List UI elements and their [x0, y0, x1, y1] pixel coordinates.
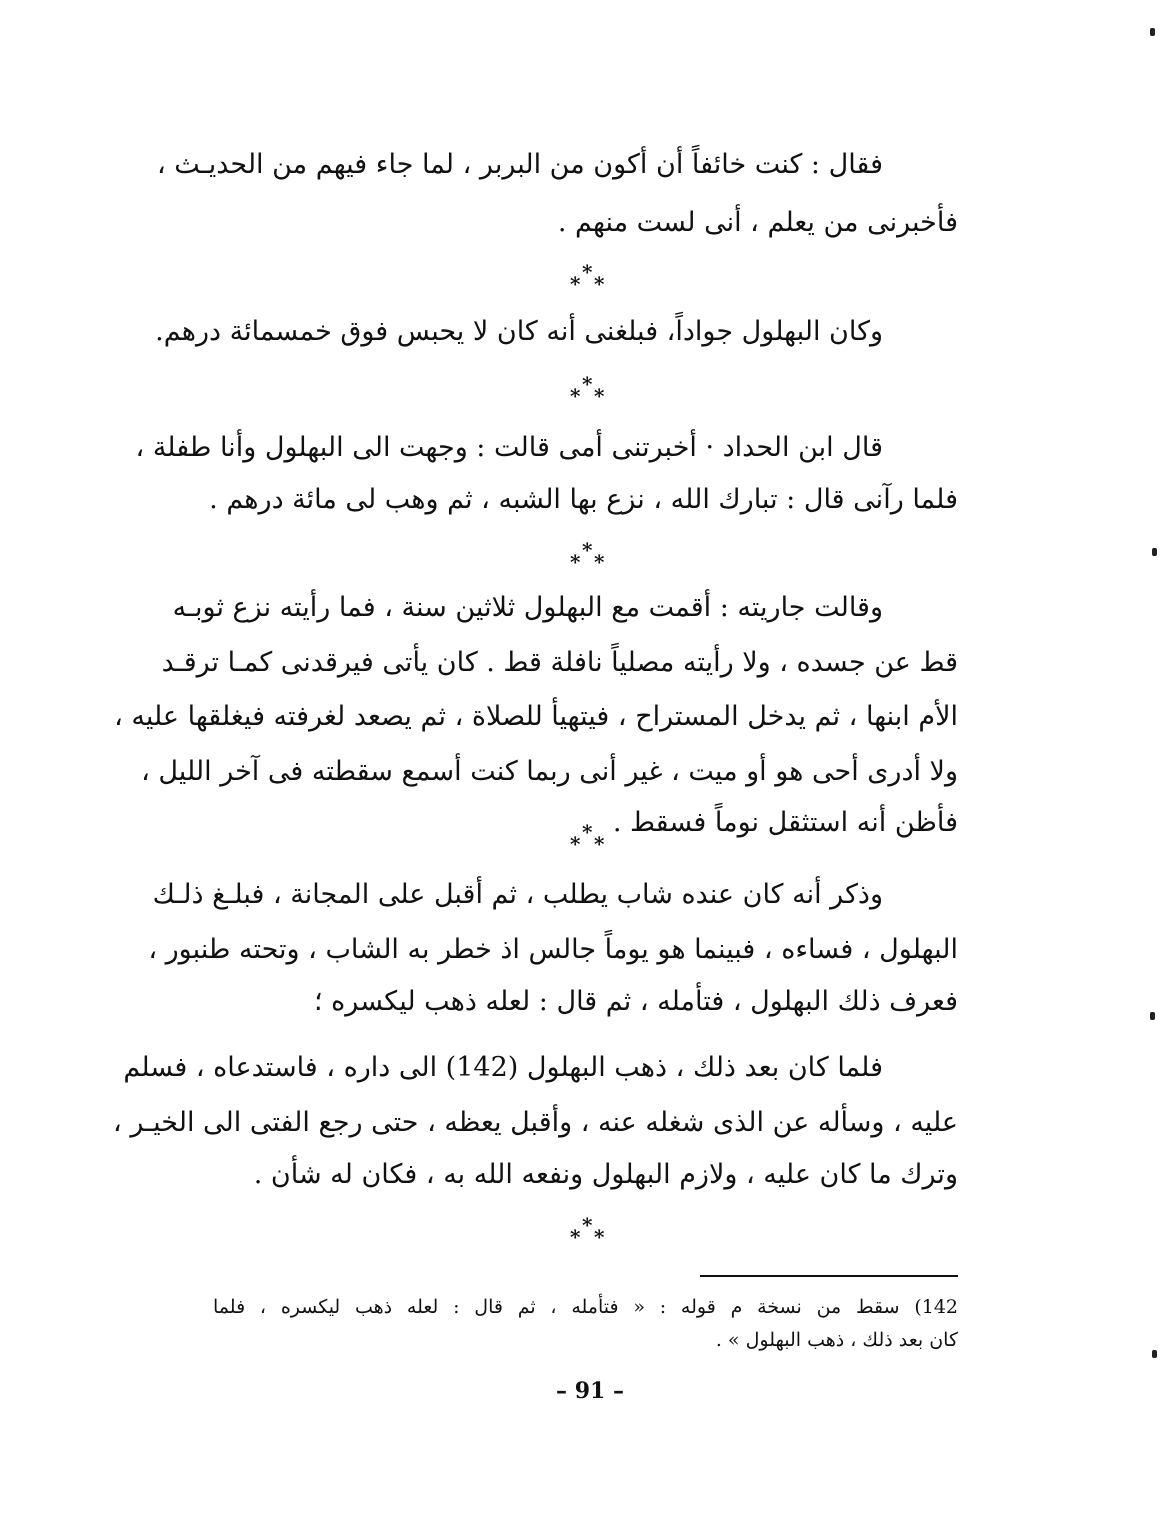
text-line: وترك ما كان عليه ، ولازم البهلول ونفعه الله به ، فكان له شأن .	[253, 1159, 958, 1190]
footnote-line: 142) سقط من نسخة م قوله : « فتأمله ، ثم قال : لعله ذهب ليكسره ، فلما	[213, 1296, 958, 1318]
text-line: عليه ، وسأله عن الذى شغله عنه ، وأقبل يعظه ، حتى رجع الفتى الى الخيـر ،	[113, 1107, 958, 1138]
footnote-rule	[700, 1275, 958, 1277]
section-separator: * * *	[570, 260, 605, 296]
text-line: الأم ابنها ، ثم يدخل المستراح ، فيتهيأ للصلاة ، ثم يصعد لغرفته فيغلقها عليه ،	[114, 701, 958, 732]
text-line: فقال : كنت خائفاً أن أكون من البربر ، لما جاء فيهم من الحديـث ،	[156, 149, 883, 180]
text-line: قط عن جسده ، ولا رأيته مصلياً نافلة قط . كان يأتى فيرقدنى كمـا ترقـد	[161, 647, 958, 678]
text-line: وكان البهلول جواداً، فبلغنى أنه كان لا يحبس فوق خمسمائة درهم.	[155, 316, 883, 347]
section-separator: * * *	[570, 1213, 605, 1249]
text-line: فأخبرنى من يعلم ، أنى لست منهم .	[557, 207, 958, 238]
page-number: – 91 –	[556, 1378, 624, 1404]
text-line: البهلول ، فساءه ، فبينما هو يوماً جالس اذ خطر به الشاب ، وتحته طنبور ،	[148, 934, 958, 965]
scan-mark	[1152, 1350, 1157, 1358]
section-separator: * * *	[570, 820, 605, 856]
footnote-line: كان بعد ذلك ، ذهب البهلول » .	[715, 1329, 958, 1351]
text-line: قال ابن الحداد · أخبرتنى أمى قالت : وجهت الى البهلول وأنا طفلة ،	[135, 432, 883, 463]
text-line: وقالت جاريته : أقمت مع البهلول ثلاثين سنة ، فما رأيته نزع ثوبـه	[172, 592, 883, 623]
scan-mark	[1150, 28, 1155, 36]
text-line: وذكر أنه كان عنده شاب يطلب ، ثم أقبل على المجانة ، فبلـغ ذلـك	[152, 879, 883, 910]
text-line: فلما كان بعد ذلك ، ذهب البهلول (142) الى داره ، فاستدعاه ، فسلم	[123, 1052, 883, 1083]
section-separator: * * *	[570, 538, 605, 574]
text-line: فعرف ذلك البهلول ، فتأمله ، ثم قال : لعله ذهب ليكسره ؛	[314, 986, 958, 1017]
text-line: فأظن أنه استثقل نوماً فسقط .	[612, 807, 958, 838]
text-line: ولا أدرى أحى هو أو ميت ، غير أنى ربما كنت أسمع سقطته فى آخر الليل ،	[141, 756, 958, 787]
scan-mark	[1152, 548, 1157, 556]
scan-mark	[1150, 1012, 1155, 1020]
section-separator: * * *	[570, 372, 605, 408]
text-line: فلما رآنى قال : تبارك الله ، نزع بها الشبه ، ثم وهب لى مائة درهم .	[209, 484, 958, 515]
